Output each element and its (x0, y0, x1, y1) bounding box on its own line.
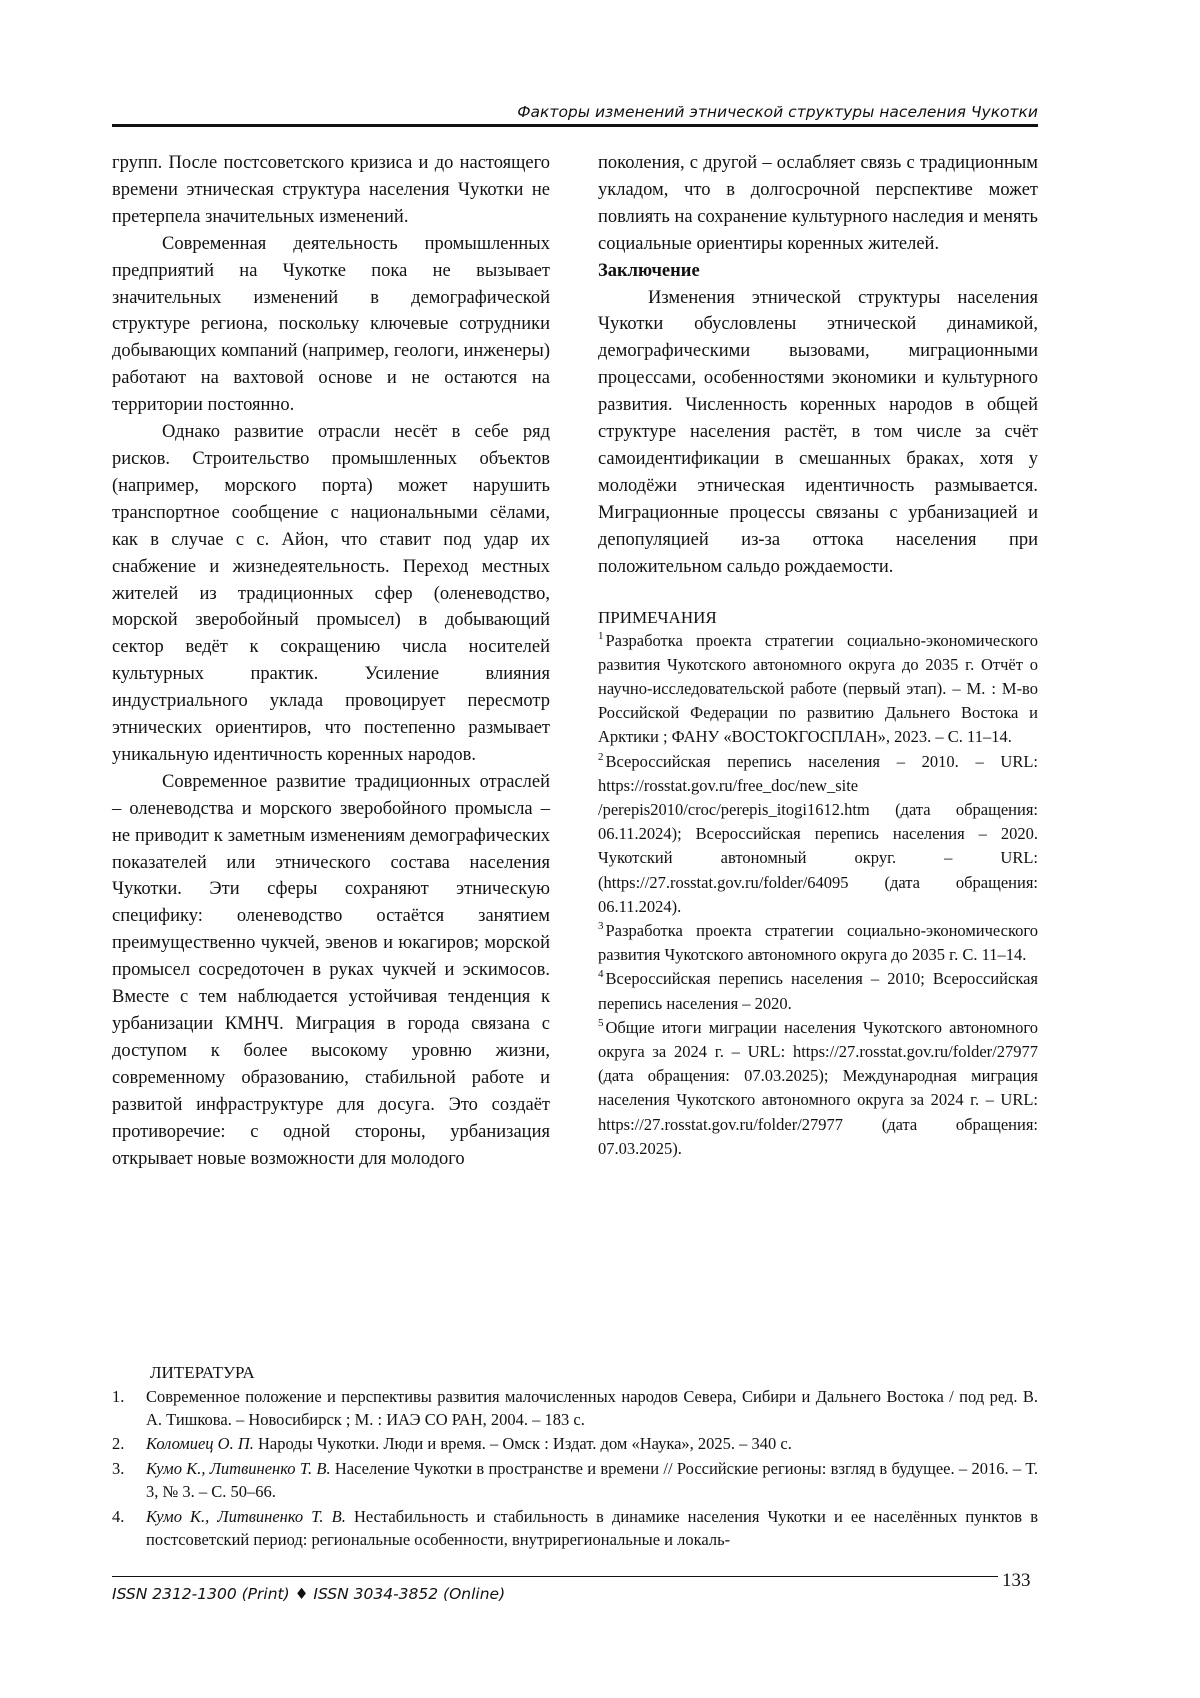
reference-author: Кумо К., Литвиненко Т. В. (146, 1459, 331, 1479)
reference-text: Население Чукотки в пространстве и времени // Российские регионы: взгляд в будущее. – 2016. – Т. 3, № 3. – С. 50–66. (146, 1459, 1038, 1501)
references-title: ЛИТЕРАТУРА (150, 1363, 255, 1382)
reference-text: Народы Чукотки. Люди и время. – Омск : Издат. дом «Наука», 2025. – 340 с. (253, 1434, 792, 1454)
reference-item (112, 1458, 1038, 1504)
reference-number: 3. (112, 1459, 125, 1479)
footnote-number: 3 (598, 919, 604, 932)
paragraph: Однако развитие отрасли несёт в себе ряд рисков. Строительство промышленных объектов (например, морского порта) может нарушить транспортное сообщение с национальными сёлами, как в случае с с. Айон, что ставит под удар их снабжение и жизнедеятельность. Переход местных жителей из традиционных сфер (оленеводство, морской зверобойный промысел) в добывающий сектор ведёт к сокращению числа носителей культурных практик. Усиление влияния индустриального уклада провоцирует пересмотр этнических ориентиров, что постепенно размывает уникальную идентичность коренных народов. (112, 422, 550, 765)
reference-text: Нестабильность и стабильность в динамике населения Чукотки и ее населённых пунктов в постсоветский период: региональные особенности, внутрирегиональные и локаль- (146, 1506, 1038, 1549)
right-column (598, 150, 1038, 1161)
running-title: Факторы изменений этнической структуры населения Чукотки (517, 103, 1038, 121)
left-column (112, 150, 550, 1172)
references-section (112, 1362, 1038, 1553)
footnote-number: 1 (598, 629, 604, 642)
paragraph: групп. После постсоветского кризиса и до настоящего времени этническая структура населения Чукотки не претерпела значительных изменений. (112, 153, 550, 227)
reference-item (112, 1386, 1038, 1432)
footnote-text: Разработка проекта стратегии социально-экономического развития Чукотского автономного округа до 2035 г. С. 11–14. (598, 920, 1038, 965)
footnote-number: 5 (598, 1016, 604, 1029)
footnote-text: Всероссийская перепись населения – 2010; Всероссийская перепись населения – 2020. (598, 969, 1038, 1013)
reference-text: Современное положение и перспективы развития малочисленных народов Севера, Сибири и Дальнего Востока / под ред. В. А. Тишкова. – Новосибирск ; М. : ИАЭ СО РАН, 2004. – 183 с. (146, 1386, 1038, 1429)
reference-number: 2. (112, 1434, 125, 1454)
footnote (598, 1016, 1038, 1161)
issn-line: ISSN 2312-1300 (Print) ♦ ISSN 3034-3852 (Online) (112, 1585, 506, 1603)
page-number: 133 (1002, 1570, 1031, 1591)
footnote-number: 2 (598, 750, 604, 763)
references-list (112, 1386, 1038, 1552)
footnote-number: 4 (598, 968, 604, 981)
reference-author: Коломиец О. П. (146, 1434, 254, 1454)
reference-item (112, 1506, 1038, 1552)
paragraph: поколения, с другой – ослабляет связь с традиционным укладом, что в долгосрочной перспективе может повлиять на сохранение культурного наследия и менять социальные ориентиры коренных жителей. (598, 153, 1038, 254)
paragraph: Современная деятельность промышленных предприятий на Чукотке пока не вызывает значительных изменений в демографической структуре региона, поскольку ключевые сотрудники добывающих компаний (например, геологи, инженеры) работают на вахтовой основе и не остаются на территории постоянно. (112, 233, 550, 416)
footnote (598, 919, 1038, 967)
reference-author: Кумо К., Литвиненко Т. В. (146, 1506, 346, 1526)
notes-title: ПРИМЕЧАНИЯ (598, 607, 717, 627)
paragraph: Современное развитие традиционных отраслей – оленеводства и морского зверобойного промысла – не приводит к заметным изменениям демографических показателей или этнического состава населения Чукотки. Эти сферы сохраняют этническую специфику: оленеводство остаётся занятием преимущественно чукчей, эвенов и юкагиров; морской промысел сосредоточен в руках чукчей и эскимосов. Вместе с тем наблюдается устойчивая тенденция к урбанизации КМНЧ. Миграция в города связана с доступом к более высокому уровню жизни, современному образованию, стабильной работе и развитой инфраструктуре для досуга. Это создаёт противоречие: с одной стороны, урбанизация открывает новые возможности для молодого (112, 771, 550, 1169)
footnote (598, 750, 1038, 919)
footnote (598, 967, 1038, 1015)
footer-rule (112, 1576, 998, 1577)
reference-item (112, 1433, 1038, 1456)
footnote-text: Общие итоги миграции населения Чукотского автономного округа за 2024 г. – URL: https://27.rosstat.gov.ru/folder/27977 (дата обращения: 07.03.2025); Международная миграция населения Чукотского автономного округа за 2024 г. – URL: https://27.rosstat.gov.ru/folder/27977 (дата обращения: 07.03.2025). (598, 1017, 1038, 1158)
conclusion-paragraph: Изменения этнической структуры населения Чукотки обусловлены этнической динамикой, демографическими вызовами, миграционными процессами, особенностями экономики и культурного развития. Численность коренных народов в общей структуре населения растёт, в том числе за счёт самоидентификации в смешанных браках, хотя у молодёжи этническая идентичность размывается. Миграционные процессы связаны с урбанизацией и депопуляцией из-за оттока населения при положительном сальдо рождаемости. (598, 287, 1038, 577)
footnote-text: Всероссийская перепись населения – 2010. – URL: https://rosstat.gov.ru/free_doc/new_site /perepis2010/croc/perepis_itogi1612.htm (дата обращения: 06.11.2024); Всероссийская перепись населения – 2020. Чукотский автономный округ. – URL: (https://27.rosstat.gov.ru/folder/64095 (дата обращения: 06.11.2024). (598, 751, 1038, 916)
conclusion-heading: Заключение (598, 260, 700, 281)
reference-number: 1. (112, 1386, 125, 1406)
footnote (598, 629, 1038, 750)
footnote-text: Разработка проекта стратегии социально-экономического развития Чукотского автономного округа до 2035 г. Отчёт о научно-исследовательской работе (первый этап). – М. : М-во Российской Федерации по развитию Дальнего Востока и Арктики ; ФАНУ «ВОСТОКГОСПЛАН», 2023. – С. 11–14. (598, 630, 1038, 747)
reference-number: 4. (112, 1506, 125, 1526)
header-rule (112, 124, 1038, 127)
